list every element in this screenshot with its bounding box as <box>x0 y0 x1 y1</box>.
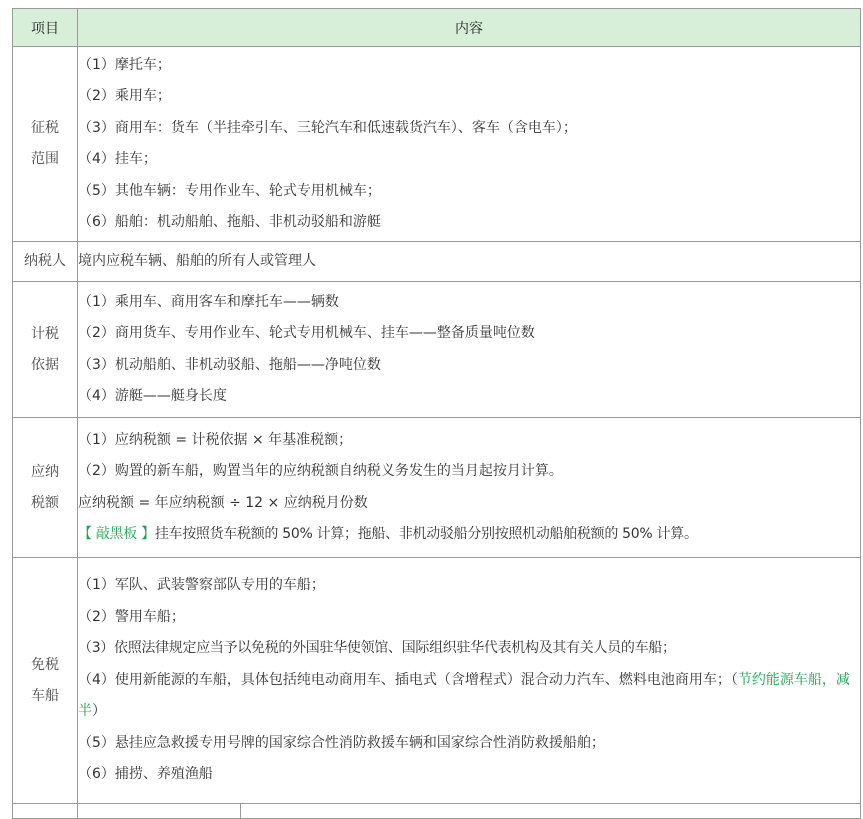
content-line-wrapped <box>78 665 860 728</box>
row-label-line: 纳税人 <box>24 253 66 269</box>
row-label-line: 免税 <box>31 656 59 673</box>
content-line: （3）商用车：货车（半挂牵引车、三轮汽车和低速载货汽车）、客车（含电车）； <box>78 119 577 136</box>
table-row-exempt <box>13 558 861 804</box>
row-label-scope <box>13 47 78 242</box>
row-label-line: 应纳 <box>31 463 59 480</box>
tip-line <box>78 519 860 551</box>
header-item: 项目 <box>13 9 78 47</box>
row-label-exempt <box>13 558 78 804</box>
content-line: （6）捕捞、养殖渔船 <box>78 766 213 783</box>
content-line: （2）乘用车； <box>78 88 171 104</box>
row-content-taxpayer <box>78 242 861 282</box>
cutoff-divider <box>240 804 241 818</box>
cutoff-cell <box>78 804 861 819</box>
row-label-line: 依据 <box>31 356 59 373</box>
content-line: （1）军队、武装警察部队专用的车船； <box>78 577 325 594</box>
content-line: （1）应纳税额 = 计税依据 × 年基准税额； <box>78 431 353 448</box>
line4-close: ） <box>92 703 106 720</box>
vehicle-tax-table <box>12 8 861 819</box>
content-line: （4）游艇——艇身长度 <box>78 388 227 404</box>
row-content-basis <box>78 282 861 418</box>
content-line: （4）挂车； <box>78 151 157 167</box>
line4-green-note: 节约能源车船，减半 <box>78 671 850 720</box>
header-content: 内容 <box>78 9 861 47</box>
content-line: （2）购置的新车船，购置当年的应纳税额自纳税义务发生的当月起按月计算。 <box>78 463 563 479</box>
content-line: （5）悬挂应急救援专用号牌的国家综合性消防救援车辆和国家综合性消防救援船舶； <box>78 734 605 751</box>
content-line: （2）警用车船； <box>78 608 185 625</box>
table-row-taxpayer <box>13 242 861 282</box>
row-label-taxpayer <box>13 242 78 282</box>
row-label-line: 计税 <box>31 325 59 342</box>
content-line: （1）乘用车、商用客车和摩托车——辆数 <box>78 293 339 310</box>
table-row-cutoff <box>13 804 861 819</box>
tip-text: 挂车按照货车税额的 50% 计算；拖船、非机动驳船分别按照机动船舶税额的 50% 计算。 <box>154 526 698 542</box>
content-line: （5）其他车辆：专用作业车、轮式专用机械车； <box>78 182 381 199</box>
row-content-exempt <box>78 558 861 804</box>
cutoff-cell <box>13 804 78 819</box>
content-line: （2）商用货车、专用作业车、轮式专用机械车、挂车——整备质量吨位数 <box>78 325 535 341</box>
line4-text: （4）使用新能源的车船，具体包括纯电动商用车、插电式（含增程式）混合动力汽车、燃料电池商用车；（ <box>78 671 738 688</box>
table-row-scope <box>13 47 861 242</box>
row-content-scope <box>78 47 861 242</box>
row-label-payable <box>13 418 78 558</box>
row-label-line: 税额 <box>31 494 59 511</box>
content-line: 应纳税额 = 年应纳税额 ÷ 12 × 应纳税月份数 <box>78 494 368 511</box>
table-row-basis <box>13 282 861 418</box>
content-line: 境内应税车辆、船舶的所有人或管理人 <box>78 252 316 269</box>
row-label-line: 范围 <box>31 151 59 167</box>
content-line: （6）船舶：机动船舶、拖船、非机动驳船和游艇 <box>78 214 381 230</box>
row-label-line: 车船 <box>31 687 59 704</box>
row-label-line: 征税 <box>31 120 59 136</box>
table-row-payable <box>13 418 861 558</box>
table-header-row <box>13 9 861 47</box>
row-label-basis <box>13 282 78 418</box>
row-content-payable <box>78 418 861 558</box>
tip-tag: 【 敲黑板 】 <box>78 526 155 542</box>
content-line: （1）摩托车； <box>78 56 171 73</box>
content-line: （3）机动船舶、非机动驳船、拖船——净吨位数 <box>78 356 381 373</box>
content-line: （3）依照法律规定应当予以免税的外国驻华使领馆、国际组织驻华代表机构及其有关人员的车船； <box>78 640 676 657</box>
